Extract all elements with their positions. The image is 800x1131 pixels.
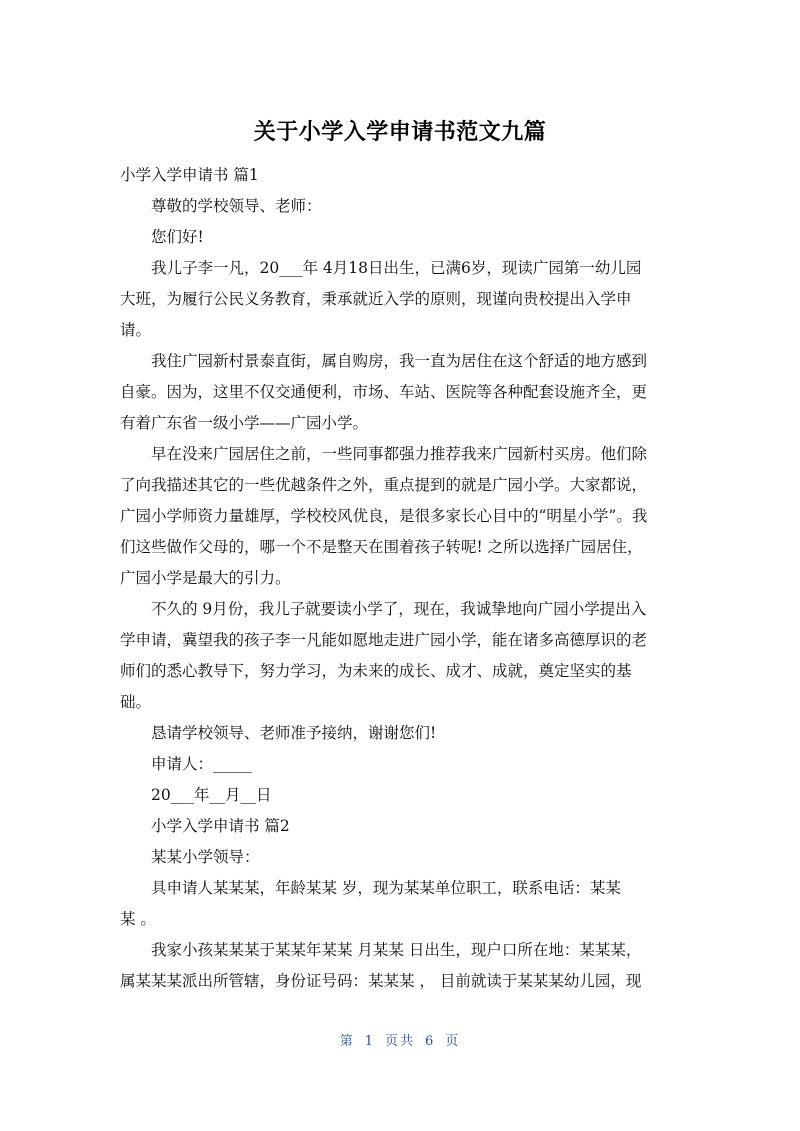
- footer-mid: 页共: [384, 1034, 415, 1049]
- footer-total-pages: 6: [425, 1034, 436, 1049]
- text-line: 们这些做作父母的，哪一个不是整天在围着孩子转呢! 之所以选择广园居住，: [120, 538, 643, 556]
- document-title: 关于小学入学申请书范文九篇: [253, 120, 547, 145]
- text-line: 广园小学师资力量雄厚，学校校风优良，是很多家长心目中的“明星小学”。我: [120, 507, 648, 525]
- text-line: 师们的悉心教导下，努力学习，为未来的成长、成才、成就，奠定坚实的基: [120, 662, 632, 680]
- text-line: 某某小学领导：: [151, 848, 260, 866]
- text-line: 早在没来广园居住之前，一些同事都强力推荐我来广园新村买房。他们除: [151, 445, 648, 463]
- text-line: 础。: [120, 693, 152, 711]
- text-line: 您们好!: [151, 228, 204, 246]
- text-line: 小学入学申请书 篇2: [151, 817, 290, 835]
- text-line: 请。: [120, 321, 152, 339]
- text-line: 有着广东省一级小学——广园小学。: [120, 414, 369, 432]
- document-body: [120, 160, 676, 997]
- text-line: 申请人：_____: [151, 755, 252, 773]
- text-line: 属某某某派出所管辖，身份证号码：某某某 ， 目前就读于某某某幼儿园，现: [120, 972, 642, 990]
- text-line: 恳请学校领导、老师准予接纳，谢谢您们!: [151, 724, 437, 742]
- text-line: 广园小学是最大的引力。: [120, 569, 291, 587]
- text-line: 尊敬的学校领导、老师：: [151, 197, 322, 215]
- text-line: 大班，为履行公民义务教育，秉承就近入学的原则，现谨向贵校提出入学申: [120, 290, 632, 308]
- text-line: 某 。: [120, 910, 156, 928]
- text-line: 我儿子李一凡，20___年 4月18日出生，已满6岁，现读广园第一幼儿园: [151, 259, 642, 277]
- text-line: 不久的 9月份，我儿子就要读小学了，现在，我诚挚地向广园小学提出入: [151, 600, 647, 618]
- text-line: 学申请，冀望我的孩子李一凡能如愿地走进广园小学，能在诸多高德厚识的老: [120, 631, 648, 649]
- footer-suffix: 页: [445, 1034, 461, 1049]
- page-footer: [0, 1030, 800, 1049]
- footer-current-page: 1: [364, 1034, 375, 1049]
- text-line: 我住广园新村景泰直街，属自购房，我一直为居住在这个舒适的地方感到: [151, 352, 648, 370]
- text-line: 20___年__月__日: [151, 786, 272, 804]
- text-line: 了向我描述其它的一些优越条件之外，重点提到的就是广园小学。大家都说，: [120, 476, 648, 494]
- footer-prefix: 第: [339, 1034, 355, 1049]
- text-line: 小学入学申请书 篇1: [120, 166, 259, 184]
- text-line: 自豪。因为，这里不仅交通便利，市场、车站、医院等各种配套设施齐全，更: [120, 383, 648, 401]
- text-line: 我家小孩某某某于某某年某某 月某某 日出生，现户口所在地：某某某，: [151, 941, 642, 959]
- text-line: 具申请人某某某，年龄某某 岁，现为某某单位职工，联系电话：某某: [151, 879, 621, 897]
